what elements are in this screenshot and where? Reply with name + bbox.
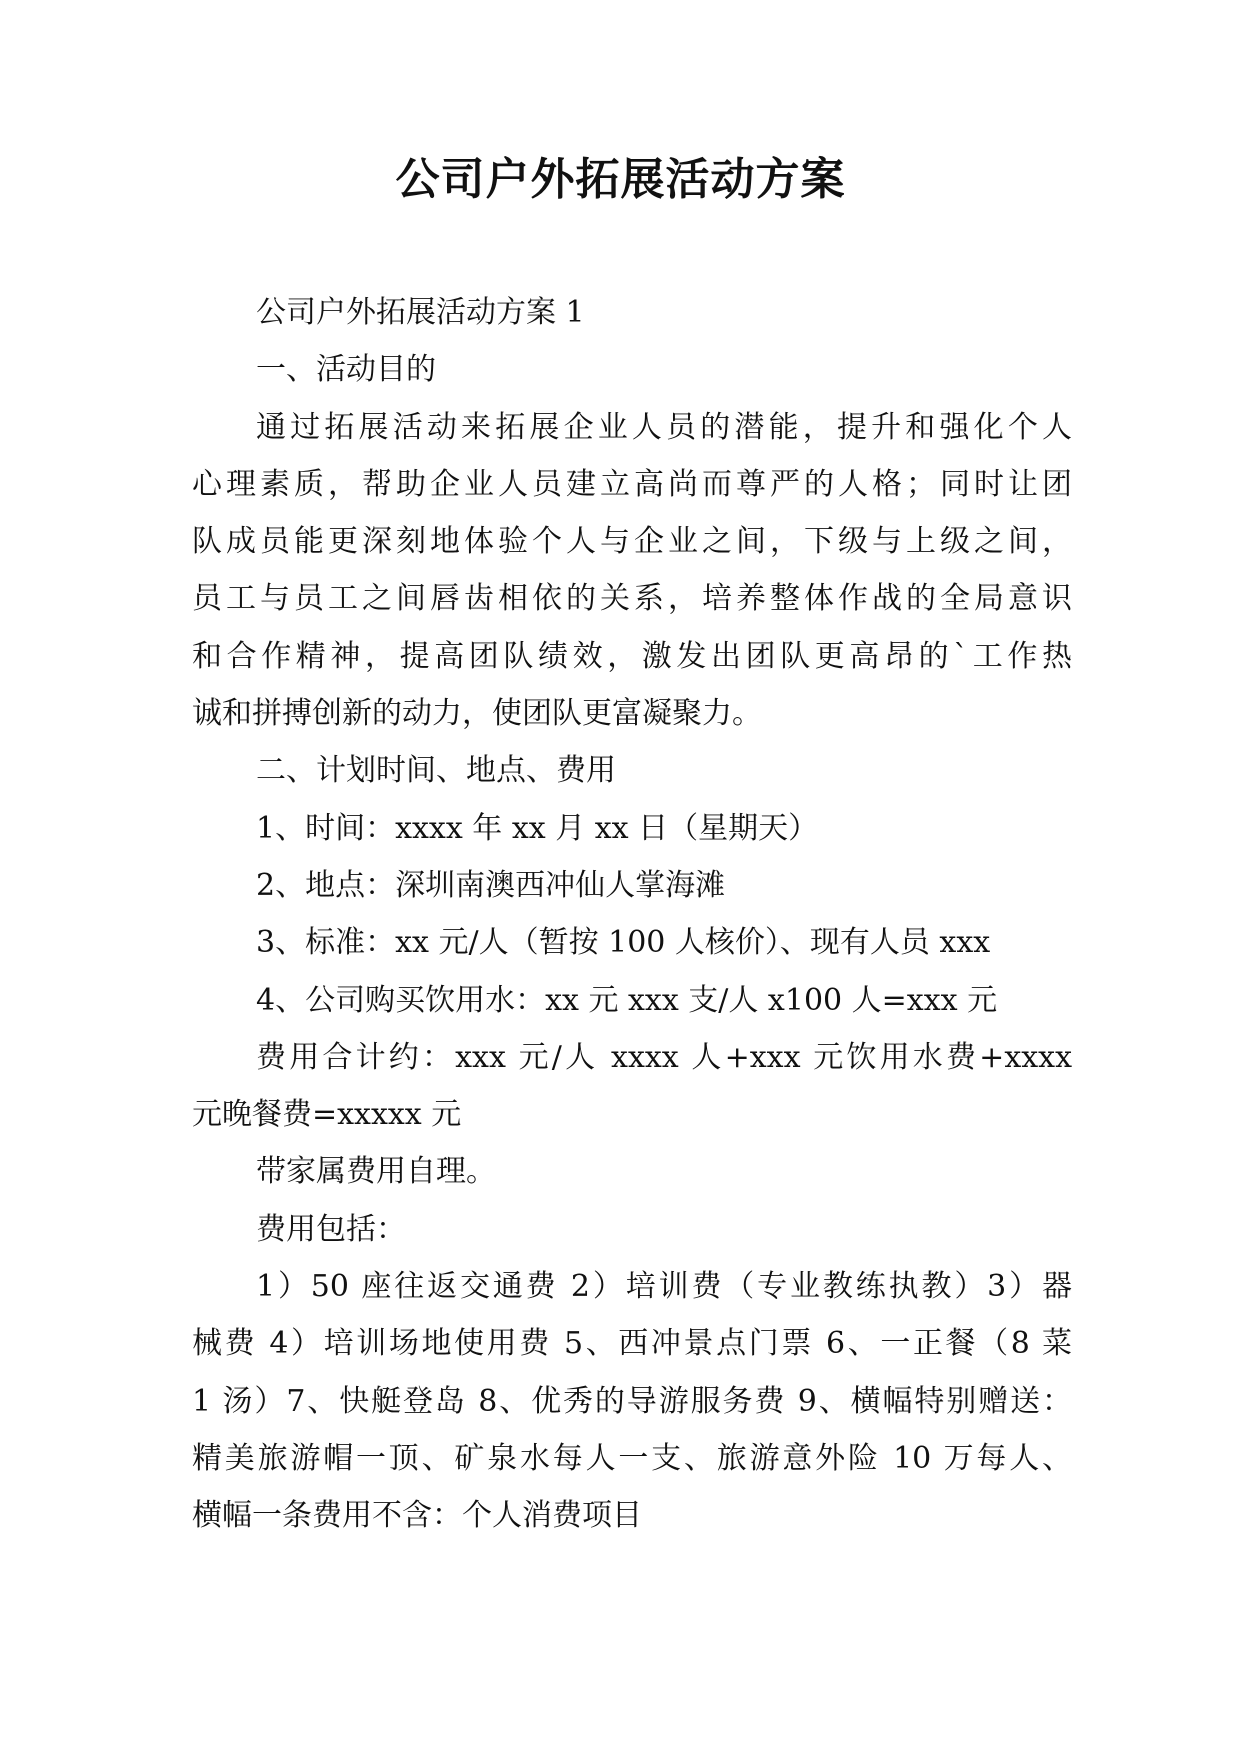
- paragraph-line: 1）50 座往返交通费 2）培训费（专业教练执教）3）器: [256, 1269, 1072, 1305]
- paragraph-line: 员工与员工之间唇齿相依的关系，培养整体作战的全局意识: [192, 581, 1072, 617]
- paragraph-line: 费用包括：: [256, 1211, 406, 1247]
- list-item: 2、地点：深圳南澳西冲仙人掌海滩: [256, 867, 726, 903]
- list-item: 3、标准：xx 元/人（暂按 100 人核价）、现有人员 xxx: [256, 925, 991, 961]
- list-item: 1、时间：xxxx 年 xx 月 xx 日（星期天）: [256, 810, 819, 846]
- paragraph-line: 诚和拼搏创新的动力，使团队更富凝聚力。: [192, 696, 762, 732]
- paragraph-line: 通过拓展活动来拓展企业人员的潜能，提升和强化个人: [256, 409, 1072, 445]
- document-body: [192, 284, 1072, 1545]
- paragraph-line: 队成员能更深刻地体验个人与企业之间，下级与上级之间，: [192, 524, 1072, 560]
- paragraph-line: 1 汤）7、快艇登岛 8、优秀的导游服务费 9、横幅特别赠送：: [192, 1383, 1072, 1419]
- paragraph-line: 和合作精神，提高团队绩效，激发出团队更高昂的`工作热: [192, 638, 1072, 674]
- paragraph-line: 心理素质，帮助企业人员建立高尚而尊严的人格；同时让团: [192, 466, 1072, 502]
- subsection-heading: 一、活动目的: [256, 352, 436, 388]
- paragraph-line: 带家属费用自理。: [256, 1154, 496, 1190]
- document-title: 公司户外拓展活动方案: [395, 154, 846, 205]
- paragraph-line: 费用合计约：xxx 元/人 xxxx 人+xxx 元饮用水费+xxxx: [256, 1039, 1072, 1075]
- section-heading: 公司户外拓展活动方案 1: [256, 295, 585, 330]
- paragraph-line: 横幅一条费用不含：个人消费项目: [192, 1498, 642, 1534]
- paragraph-line: 精美旅游帽一顶、矿泉水每人一支、旅游意外险 10 万每人、: [192, 1440, 1072, 1476]
- list-item: 4、公司购买饮用水：xx 元 xxx 支/人 x100 人=xxx 元: [256, 982, 998, 1018]
- paragraph-line: 元晚餐费=xxxxx 元: [192, 1097, 462, 1133]
- paragraph-line: 械费 4）培训场地使用费 5、西冲景点门票 6、一正餐（8 菜: [192, 1326, 1072, 1362]
- subsection-heading: 二、计划时间、地点、费用: [256, 753, 616, 789]
